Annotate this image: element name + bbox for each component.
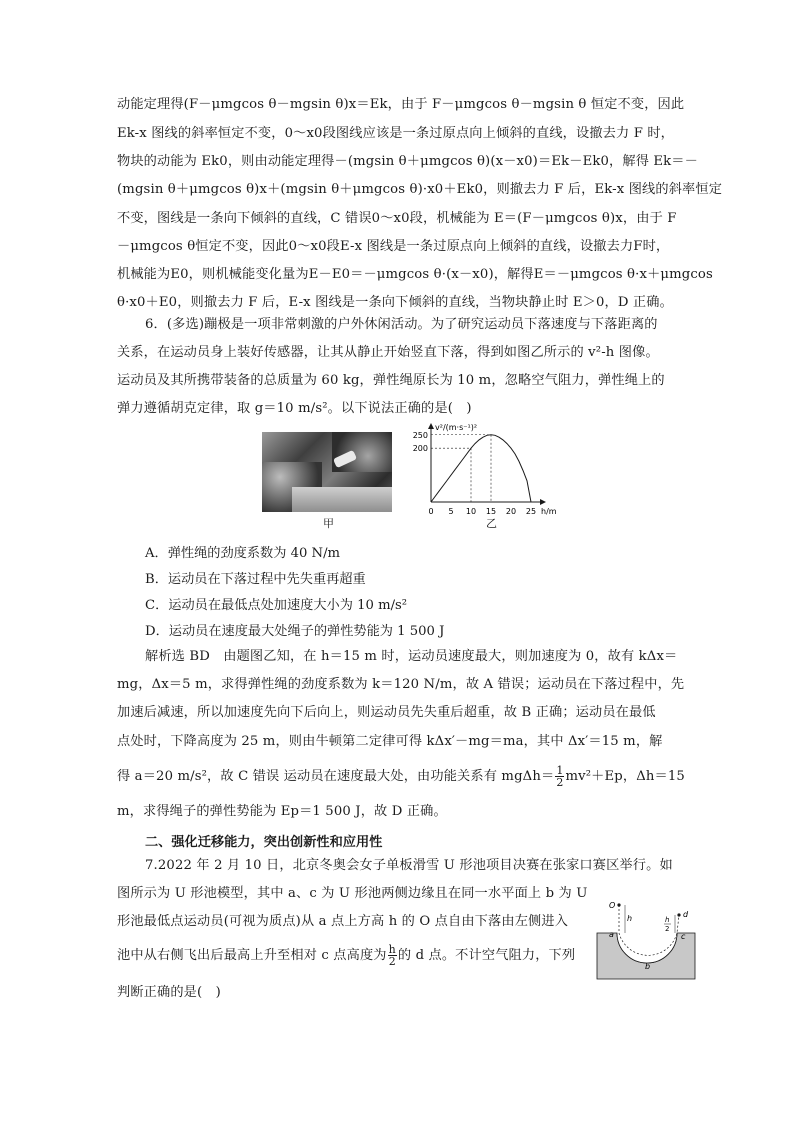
x-axis-label: h/m [541,507,557,516]
point-o [617,903,620,906]
label-b: b [645,962,651,971]
solution-6-line: mg，Δx＝5 m，求得弹性绳的劲度系数为 k＝120 N/m，故 A 错误；运动员在下落过程中，先 [117,677,685,692]
solution-6-line: 加速后减速，所以加速度先向下后向上，则运动员先失重后超重，故 B 正确；运动员在最低 [117,705,656,720]
option-b: B．运动员在下落过程中先失重再超重 [145,572,366,587]
figure-caption-right: 乙 [486,517,497,530]
question-6-line: 运动员及其所携带装备的总质量为 60 kg，弹性绳原长为 10 m，忽略空气阻力，弹性绳上的 [117,373,665,388]
x-tick-label: 5 [448,507,454,516]
text-line: Ek-x 图线的斜率恒定不变，0～x0段图线应该是一条过原点向上倾斜的直线，设撤去力 F 时， [117,126,675,141]
question-7-line: 判断正确的是( ) [117,985,221,1000]
fraction-denominator: 2 [388,955,396,968]
solution-6-text: 得 a＝20 m/s²，故 C 错误 运动员在速度最大处，由功能关系有 mgΔh＝ [117,769,555,784]
v2-h-curve [431,435,531,502]
text-line: (mgsin θ＋μmgcos θ)x＋(mgsin θ＋μmgcos θ)·x0＋Ek0，则撤去力 F 后，Ek-x 图线的斜率恒定 [117,182,723,197]
solution-6-line [117,764,685,789]
question-6-line: 弹力遵循胡克定律，取 g＝10 m/s²。以下说法正确的是( ) [117,401,472,416]
solution-6-line: m，求得绳子的弹性势能为 Ep＝1 500 J，故 D 正确。 [117,804,447,819]
y-tick-label: 200 [412,444,428,454]
question-6-line: 6．(多选)蹦极是一项非常刺激的户外休闲活动。为了研究运动员下落速度与下落距离的 [145,317,658,332]
label-d: d [683,910,689,919]
text-line: 机械能为E0，则机械能变化量为E－E0＝－μmgcos θ·(x－x0)，解得E＝－μmgcos θ·x＋μmgcos [117,267,713,282]
solution-6-line: 解析选 BD 由题图乙知，在 h＝15 m 时，运动员速度最大，则加速度为 0，故有 kΔx＝ [145,649,678,664]
text-line: θ·x0＋E0，则撤去力 F 后，E-x 图线是一条向下倾斜的直线，当物块静止时 E＞0，D 正确。 [117,295,673,310]
figure-caption-left: 甲 [323,517,334,530]
x-tick-label: 10 [465,507,477,516]
label-h-half-den: 2 [665,925,670,933]
question-7-line: 图所示为 U 形池模型，其中 a、c 为 U 形池两侧边缘且在同一水平面上 b 为 U [117,886,588,901]
label-h: h [627,914,633,923]
fraction-h-half [388,944,397,967]
question-7-text: 池中从右侧飞出后最高上升至相对 c 点高度为 [117,948,387,963]
solution-6-line: 点处时，下降高度为 25 m，则由牛顿第二定律可得 kΔx′－mg＝ma，其中 Δx′＝15 m，解 [117,734,663,749]
question-7-line: 7.2022 年 2 月 10 日，北京冬奥会女子单板滑雪 U 形池项目决赛在张家口赛区举行。如 [145,858,673,873]
question-6-line: 关系，在运动员身上装好传感器，让其从静止开始竖直下落，得到如图乙所示的 v²-h 图像。 [117,345,659,360]
question-7-line [117,944,587,967]
point-d [677,913,680,916]
u-pipe-diagram [595,893,697,981]
v2-h-chart [405,418,555,518]
fraction-numerator: h [388,943,396,956]
fraction-one-half [555,765,564,788]
label-h-half-num: h [665,916,670,924]
x-tick-label: 0 [428,507,434,516]
text-line: 不变，图线是一条向下倾斜的直线，C 错误0～x0段，机械能为 E＝(F－μmgcos θ)x，由于 F [117,211,677,226]
y-axis-label: v²/(m·s⁻¹)² [435,423,478,432]
section-heading: 二、强化迁移能力，突出创新性和应用性 [145,835,383,850]
y-tick-label: 250 [412,430,428,440]
option-c: C．运动员在最低点处加速度大小为 10 m/s² [145,598,408,613]
label-a: a [609,930,614,939]
x-tick-label: 15 [485,507,497,516]
text-line: 动能定理得(F－μmgcos θ－mgsin θ)x＝Ek，由于 F－μmgcos θ－mgsin θ 恒定不变，因此 [117,97,685,112]
photo-water [292,487,392,512]
label-o: O [609,901,616,910]
x-tick-label: 25 [525,507,537,516]
solution-6-text: mv²＋Ep，Δh＝15 [565,769,685,784]
text-line: 物块的动能为 Ek0，则由动能定理得－(mgsin θ＋μmgcos θ)(x－x0)＝Ek－Ek0，解得 Ek＝－ [117,154,698,169]
bungee-photo [262,432,392,512]
option-a: A．弹性绳的劲度系数为 40 N/m [145,546,341,561]
question-7-line: 形池最低点运动员(可视为质点)从 a 点上方高 h 的 O 点自由下落由左侧进入 [117,914,569,929]
x-tick-label: 20 [505,507,517,516]
label-c: c [681,932,686,941]
fraction-denominator: 2 [556,776,564,789]
text-line: －μmgcos θ恒定不变，因此0～x0段E-x 图线是一条过原点向上倾斜的直线，设撤去力F时， [117,239,670,254]
question-7-text: 的 d 点。不计空气阻力，下列 [397,948,576,963]
option-d: D．运动员在速度最大处绳子的弹性势能为 1 500 J [145,624,445,639]
fraction-numerator: 1 [556,764,564,777]
